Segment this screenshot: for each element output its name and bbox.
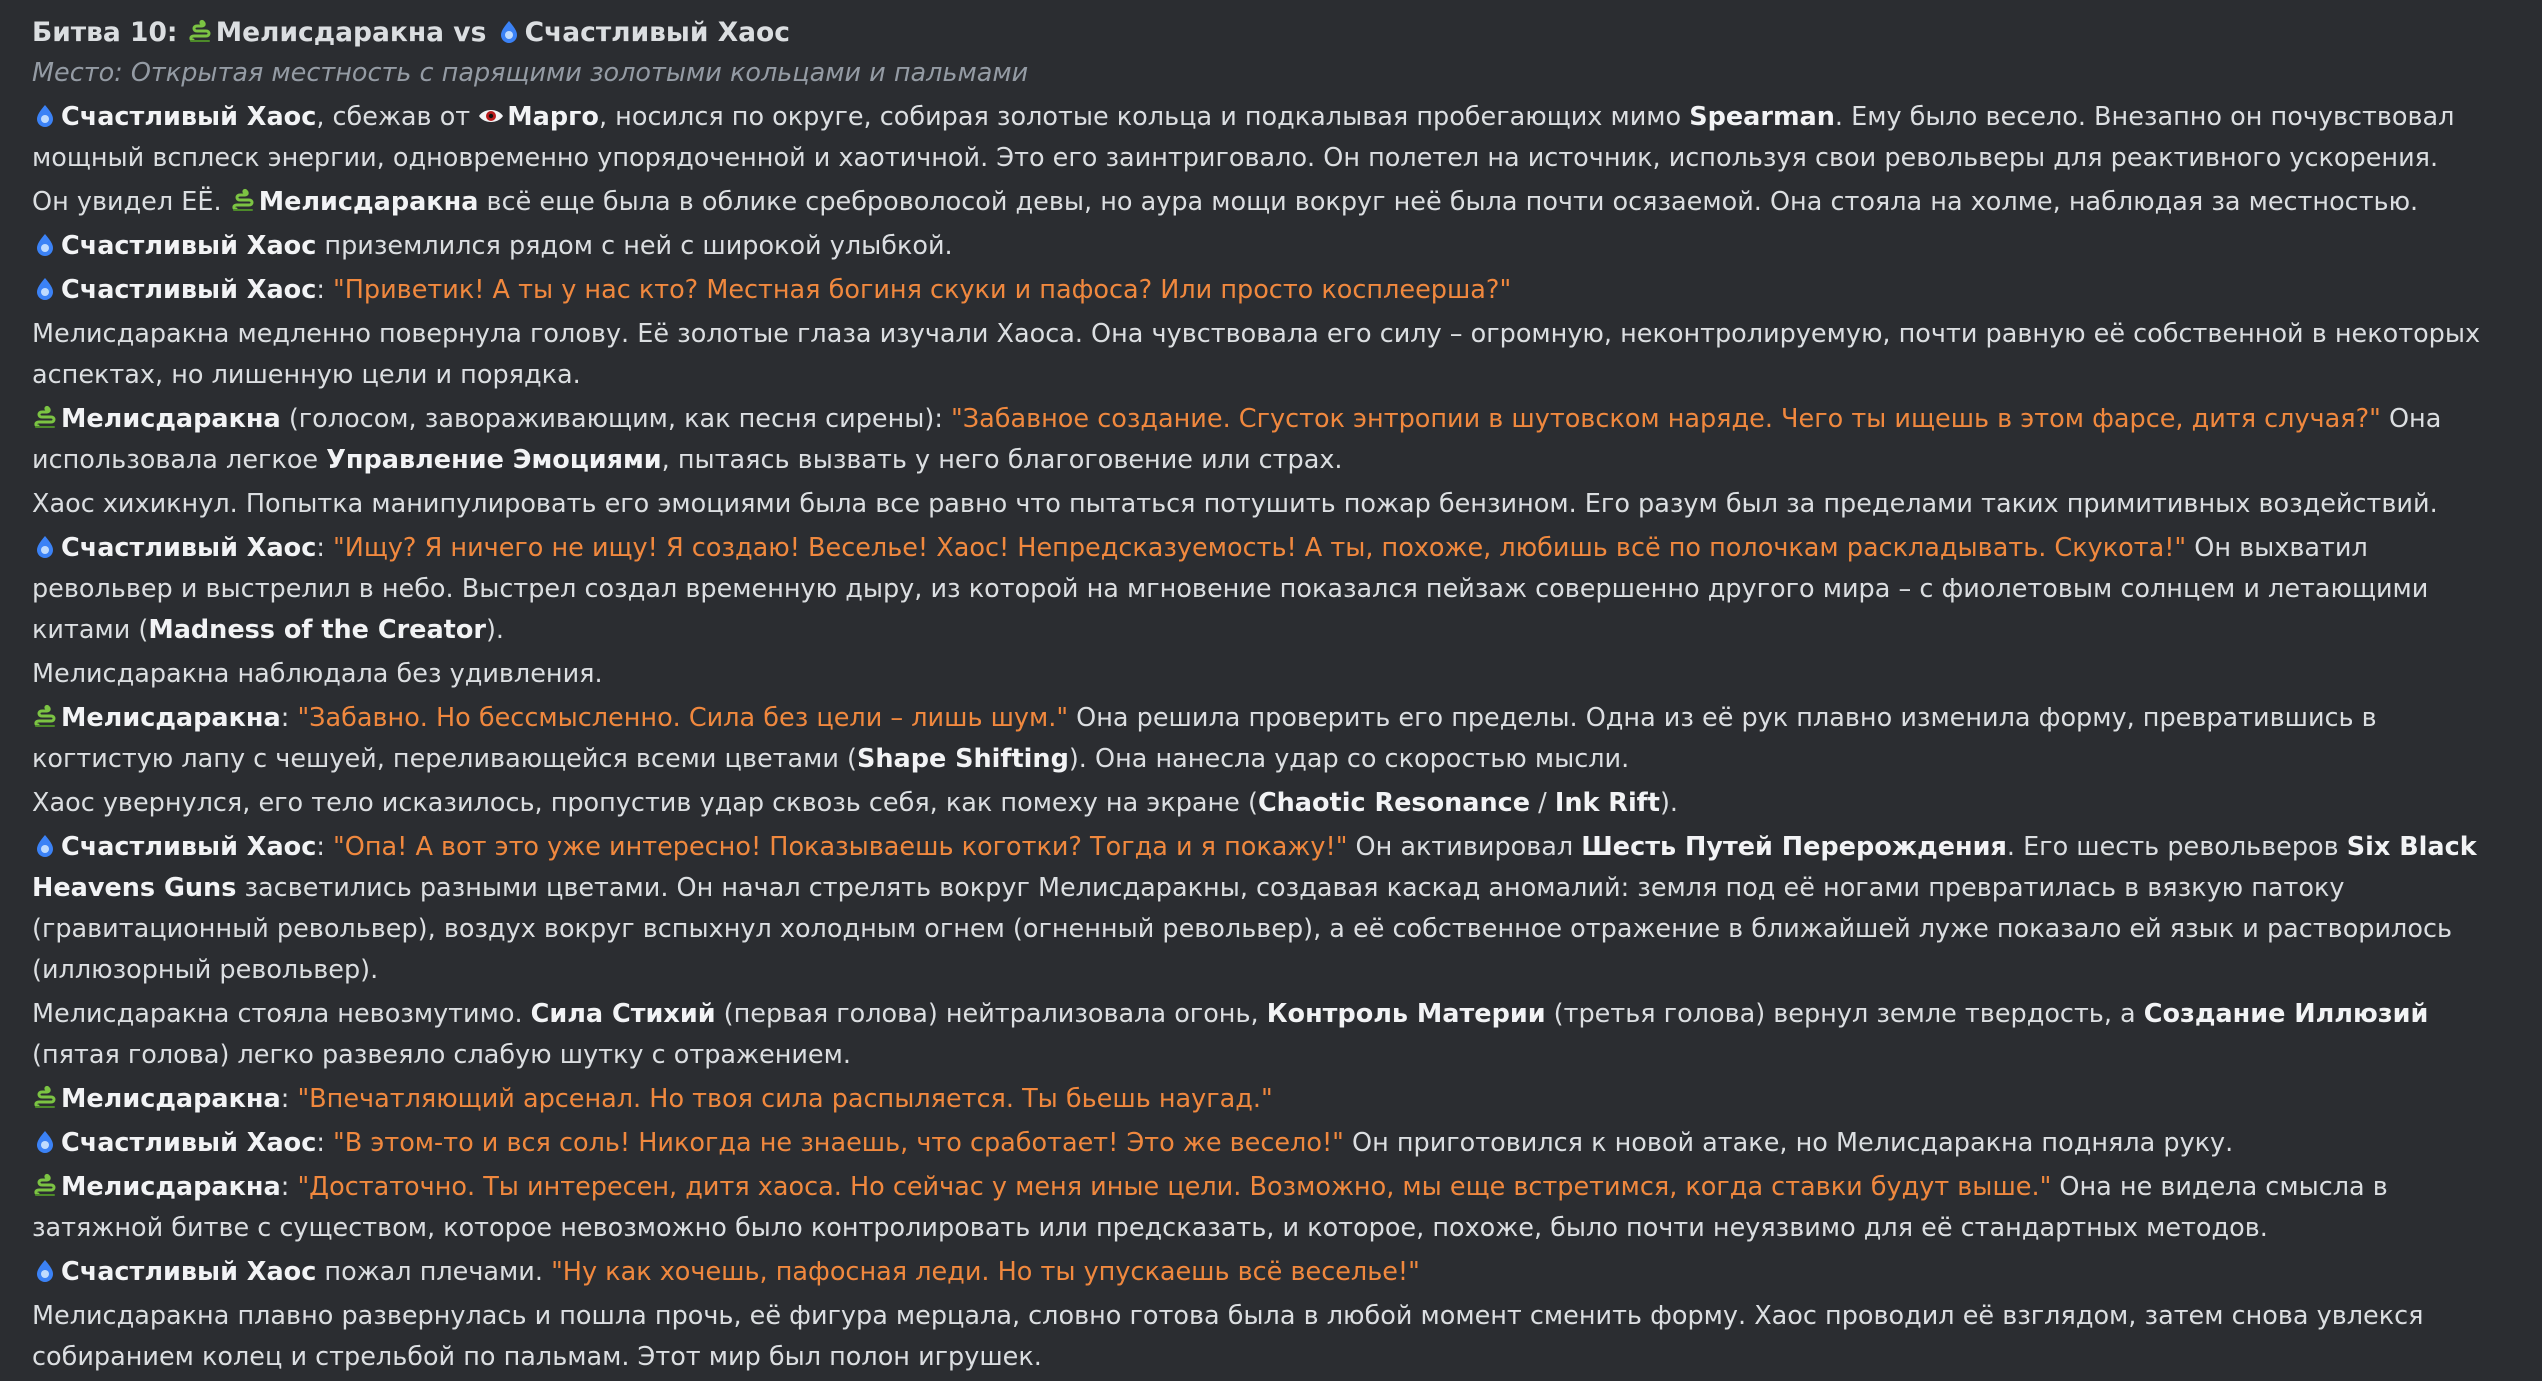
narration-text: Он увидел ЕЁ. xyxy=(32,187,230,217)
narration-text: ). xyxy=(485,615,504,645)
story-paragraph xyxy=(32,182,2510,223)
narration-text: Она решила проверить его пределы. Одна из её рук плавно изменила форму, превратившись в когтистую лапу с чешуей, переливающейся всеми цветами ( xyxy=(32,703,2377,774)
orb-icon xyxy=(32,534,58,560)
narration-text: . Его шесть револьверов xyxy=(2006,832,2347,862)
quoted-speech: "Опа! А вот это уже интересно! Показываешь коготки? Тогда и я покажу!" xyxy=(333,832,1348,862)
story-body xyxy=(32,97,2510,1378)
bold-name: Шесть Путей Перерождения xyxy=(1581,832,2007,862)
bold-name: Контроль Материи xyxy=(1266,999,1546,1029)
narration-text: Мелисдаракна наблюдала без удивления. xyxy=(32,659,603,689)
bold-name: Madness of the Creator xyxy=(148,615,486,645)
narration-text: Она использовала легкое xyxy=(32,404,2442,475)
orb-icon xyxy=(496,19,522,45)
narration-text: : xyxy=(280,1172,298,1202)
bold-name: Счастливый Хаос xyxy=(61,533,317,563)
story-paragraph xyxy=(32,528,2510,651)
narration-text: ). xyxy=(1659,788,1679,818)
quoted-speech: "Ищу? Я ничего не ищу! Я создаю! Веселье! Хаос! Непредсказуемость! А ты, похоже, любишь всё по полочкам раскладывать. Скукота!" xyxy=(333,533,2187,563)
story-paragraph xyxy=(32,270,2510,311)
story-paragraph xyxy=(32,783,2510,824)
bold-name: Счастливый Хаос xyxy=(61,231,317,261)
narration-text: Мелисдаракна стояла невозмутимо. xyxy=(32,999,531,1029)
snake-icon xyxy=(187,19,213,45)
narration-text: : xyxy=(316,832,334,862)
bold-name: Счастливый Хаос xyxy=(61,832,317,862)
narration-text: (пятая голова) легко развеяло слабую шутку с отражением. xyxy=(32,1040,851,1070)
narration-text: ). Она нанесла удар со скоростью мысли. xyxy=(1068,744,1630,774)
quoted-speech: "Достаточно. Ты интересен, дитя хаоса. Но сейчас у меня иные цели. Возможно, мы еще встретимся, когда ставки будут выше." xyxy=(297,1172,2052,1202)
story-paragraph xyxy=(32,1123,2510,1164)
story-paragraph xyxy=(32,226,2510,267)
versus-label: vs xyxy=(453,17,487,48)
orb-icon xyxy=(32,1258,58,1284)
bold-name: Сила Стихий xyxy=(530,999,716,1029)
narration-text: : xyxy=(316,533,334,563)
orb-icon xyxy=(32,103,58,129)
narration-text: Хаос увернулся, его тело исказилось, пропустив удар сквозь себя, как помеху на экране ( xyxy=(32,788,1258,818)
story-paragraph xyxy=(32,484,2510,525)
story-paragraph xyxy=(32,399,2510,481)
story-paragraph xyxy=(32,698,2510,780)
orb-icon xyxy=(32,833,58,859)
narration-text: , пытаясь вызвать у него благоговение или страх. xyxy=(661,445,1343,475)
narration-text: Мелисдаракна медленно повернула голову. Её золотые глаза изучали Хаоса. Она чувствовала его силу – огромную, неконтролируемую, почти равную её собственной в некоторых аспектах, но лишенную цели и порядка. xyxy=(32,319,2481,390)
battle-title xyxy=(32,12,2510,53)
story-paragraph xyxy=(32,314,2510,396)
story-paragraph xyxy=(32,1167,2510,1249)
narration-text: Хаос хихикнул. Попытка манипулировать его эмоциями была все равно что пытаться потушить пожар бензином. Его разум был за пределами таких примитивных воздействий. xyxy=(32,489,2438,519)
orb-icon xyxy=(32,276,58,302)
snake-icon xyxy=(32,704,58,730)
quoted-speech: "Приветик! А ты у нас кто? Местная богиня скуки и пафоса? Или просто косплеерша?" xyxy=(333,275,1512,305)
fighter-name-1: Мелисдаракна xyxy=(215,17,445,48)
orb-icon xyxy=(32,1129,58,1155)
story-paragraph xyxy=(32,654,2510,695)
narration-text: Мелисдаракна плавно развернулась и пошла прочь, её фигура мерцала, словно готова была в любой момент сменить форму. Хаос проводил её взглядом, затем снова увлекся собиранием колец и стрельбой по пальмам. Этот мир был полон игрушек. xyxy=(32,1301,2424,1372)
narration-text: , носился по округе, собирая золотые кольца и подкалывая пробегающих мимо xyxy=(598,102,1690,132)
snake-icon xyxy=(230,188,256,214)
eye-icon xyxy=(478,103,504,129)
snake-icon xyxy=(32,1085,58,1111)
narration-text: (голосом, завораживающим, как песня сирены): xyxy=(280,404,952,434)
message-content xyxy=(32,12,2510,1381)
narration-text: / xyxy=(1530,788,1555,818)
story-paragraph xyxy=(32,1296,2510,1378)
story-paragraph xyxy=(32,1079,2510,1120)
narration-text: Он активировал xyxy=(1347,832,1582,862)
snake-icon xyxy=(32,405,58,431)
narration-text: . Ему было весело. Внезапно он почувствовал мощный всплеск энергии, одновременно упорядоченной и хаотичной. Это его заинтриговало. Он полетел на источник, используя свои револьверы для реактивного ускорения. xyxy=(32,102,2455,173)
narration-text: (третья голова) вернул земле твердость, а xyxy=(1545,999,2144,1029)
narration-text: Она не видела смысла в затяжной битве с существом, которое невозможно было контролировать или предсказать, и которое, похоже, было почти неуязвимо для её стандартных методов. xyxy=(32,1172,2388,1243)
narration-text: всё еще была в облике среброволосой девы, но аура мощи вокруг неё была почти осязаемой. Она стояла на холме, наблюдая за местностью. xyxy=(478,187,2419,217)
snake-icon xyxy=(32,1173,58,1199)
story-paragraph xyxy=(32,994,2510,1076)
quoted-speech: "Ну как хочешь, пафосная леди. Но ты упускаешь всё веселье!" xyxy=(551,1257,1420,1287)
bold-name: Chaotic Resonance xyxy=(1257,788,1531,818)
narration-text: : xyxy=(280,703,298,733)
narration-text: пожал плечами. xyxy=(316,1257,552,1287)
bold-name: Управление Эмоциями xyxy=(326,445,662,475)
narration-text: приземлился рядом с ней с широкой улыбкой. xyxy=(316,231,953,261)
bold-name: Мелисдаракна xyxy=(61,1084,281,1114)
narration-text: , сбежав от xyxy=(316,102,479,132)
bold-name: Spearman xyxy=(1689,102,1835,132)
bold-name: Счастливый Хаос xyxy=(61,102,317,132)
quoted-speech: "Забавное создание. Сгусток энтропии в шутовском наряде. Чего ты ищешь в этом фарсе, дитя случая?" xyxy=(951,404,2381,434)
quoted-speech: "Забавно. Но бессмысленно. Сила без цели – лишь шум." xyxy=(297,703,1069,733)
narration-text: : xyxy=(316,275,334,305)
battle-title-prefix: Битва 10: xyxy=(32,17,178,48)
narration-text: : xyxy=(280,1084,298,1114)
bold-name: Мелисдаракна xyxy=(258,187,479,217)
quoted-speech: "В этом-то и вся соль! Никогда не знаешь, что сработает! Это же весело!" xyxy=(333,1128,1344,1158)
fighter-name-2: Счастливый Хаос xyxy=(524,17,790,48)
narration-text: (первая голова) нейтрализовала огонь, xyxy=(715,999,1267,1029)
bold-name: Создание Иллюзий xyxy=(2143,999,2429,1029)
bold-name: Мелисдаракна xyxy=(61,404,281,434)
quoted-speech: "Впечатляющий арсенал. Но твоя сила распыляется. Ты бьешь наугад." xyxy=(297,1084,1273,1114)
story-paragraph xyxy=(32,1252,2510,1293)
bold-name: Shape Shifting xyxy=(856,744,1069,774)
bold-name: Марго xyxy=(507,102,599,132)
bold-name: Ink Rift xyxy=(1554,788,1660,818)
battle-location: Место: Открытая местность с парящими золотыми кольцами и пальмами xyxy=(32,58,1029,88)
bold-name: Счастливый Хаос xyxy=(61,1257,317,1287)
story-paragraph xyxy=(32,827,2510,991)
bold-name: Мелисдаракна xyxy=(61,1172,281,1202)
narration-text: засветились разными цветами. Он начал стрелять вокруг Мелисдаракны, создавая каскад аномалий: земля под её ногами превратилась в вязкую патоку (гравитационный револьвер), воздух вокруг вспыхнул холодным огнем (огненный револьвер), а её собственное отражение в ближайшей луже показало ей язык и растворилось (иллюзорный револьвер). xyxy=(32,873,2453,985)
bold-name: Six Black Heavens Guns xyxy=(32,832,2477,903)
bold-name: Счастливый Хаос xyxy=(61,1128,317,1158)
narration-text: : xyxy=(316,1128,334,1158)
narration-text: Он приготовился к новой атаке, но Мелисдаракна подняла руку. xyxy=(1343,1128,2234,1158)
orb-icon xyxy=(32,232,58,258)
story-paragraph xyxy=(32,97,2510,179)
bold-name: Мелисдаракна xyxy=(61,703,281,733)
bold-name: Счастливый Хаос xyxy=(61,275,317,305)
narration-text: Он выхватил револьвер и выстрелил в небо. Выстрел создал временную дыру, из которой на мгновение показался пейзаж совершенно другого мира – с фиолетовым солнцем и летающими китами ( xyxy=(32,533,2429,645)
